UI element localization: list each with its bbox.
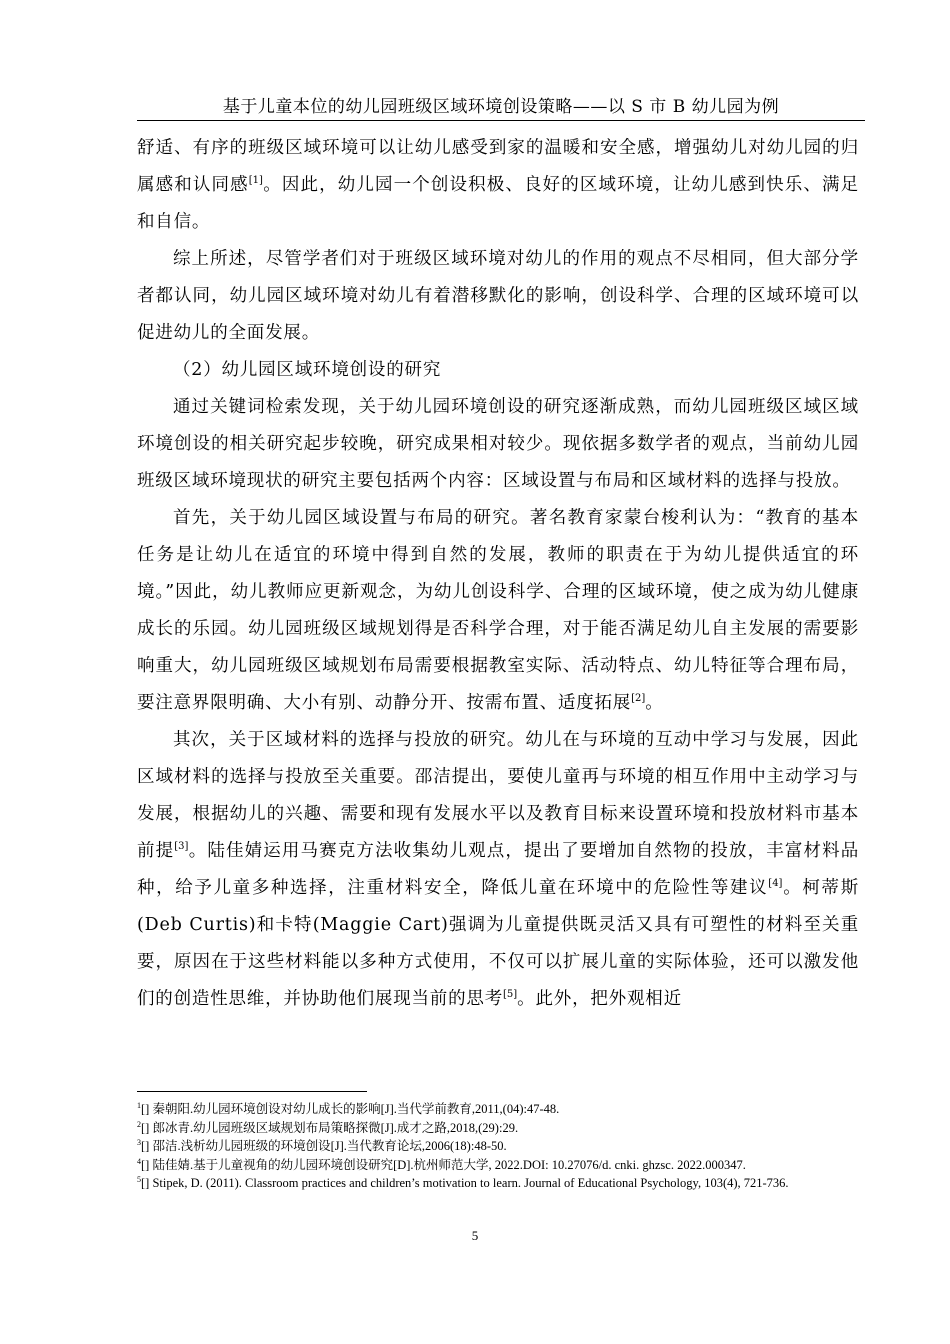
paragraph-text: 舒适、有序的班级区域环境可以让幼儿感受到家的温暖和安全感，增强幼儿对幼儿园的归属感和认同感 [137,138,859,195]
citation-ref-4: [4] [768,878,783,890]
paragraph-2: 综上所述，尽管学者们对于班级区域环境对幼儿的作用的观点不尽相同，但大部分学者都认同，幼儿园区域环境对幼儿有着潜移默化的影响，创设科学、合理的区域环境可以促进幼儿的全面发展。 [137,249,859,343]
paragraph-1 [137,130,859,241]
paragraph-5 [137,722,859,1018]
section-subheading: （2）幼儿园区域环境创设的研究 [173,360,442,380]
header-rule [137,120,865,121]
paragraph-text: 。 [645,693,664,713]
citation-ref-3: [3] [174,841,189,853]
footnote-number: 1 [137,1100,141,1110]
paragraph-3: 通过关键词检索发现，关于幼儿园环境创设的研究逐渐成熟，而幼儿园班级区域区域环境创设的相关研究起步较晚，研究成果相对较少。现依据多数学者的观点，当前幼儿园班级区域环境现状的研究主要包括两个内容：区域设置与布局和区域材料的选择与投放。 [137,397,859,491]
paragraph-text: 。陆佳婧运用马赛克方法收集幼儿观点，提出了要增加自然物的投放，丰富材料品种，给予儿童多种选择，注重材料安全，降低儿童在环境中的危险性等建议 [137,841,860,898]
footnote-3 [137,1137,865,1156]
footnote-text: [] 陆佳婧.基于儿童视角的幼儿园环境创设研究[D].杭州师范大学, 2022.DOI: 10.27076/d. cnki. ghzsc. 2022.000347. [141,1157,746,1172]
citation-ref-2: [2] [631,693,646,705]
running-header: 基于儿童本位的幼儿园班级区域环境创设策略——以 S 市 B 幼儿园为例 [222,97,780,117]
footnote-4 [137,1156,865,1175]
footnote-number: 2 [137,1119,141,1129]
footnote-text: [] Stipek, D. (2011). Classroom practices and children’s motivation to learn. Journal of Educational Psychology, 103(4), 721-736. [141,1176,789,1190]
paragraph-text: 首先，关于幼儿园区域设置与布局的研究。著名教育家蒙台梭利认为：“教育的基本任务是让幼儿在适宜的环境中得到自然的发展，教师的职责在于为幼儿提供适宜的环境。”因此，幼儿教师应更新观念，为幼儿创设科学、合理的区域环境，使之成为幼儿健康成长的乐园。幼儿园班级区域规划得是否科学合理，对于能否满足幼儿自主发展的需要影响重大，幼儿园班级区域规划布局需要根据教室实际、活动特点、幼儿特征等合理布局，要注意界限明确、大小有别、动静分开、按需布置、适度拓展 [137,508,859,713]
footnote-number: 5 [137,1174,141,1184]
footnote-2 [137,1119,865,1138]
paragraph-text: 。此外，把外观相近 [517,989,682,1009]
citation-ref-1: [1] [248,175,263,187]
citation-ref-5: [5] [503,989,518,1001]
body-text [137,130,859,1018]
page-number: 5 [471,1228,479,1243]
footnote-text: [] 秦朝阳.幼儿园环境创设对幼儿成长的影响[J].当代学前教育,2011,(04):47-48. [141,1102,560,1116]
footnote-separator [137,1091,367,1092]
paragraph-text: 其次，关于区域材料的选择与投放的研究。幼儿在与环境的互动中学习与发展，因此区域材料的选择与投放至关重要。邵洁提出，要使儿童再与环境的相互作用中主动学习与发展，根据幼儿的兴趣、需要和现有发展水平以及教育目标来设置环境和投放材料市基本前提 [137,730,859,861]
footnote-number: 4 [137,1156,141,1166]
footnote-text: [] 郎冰青.幼儿园班级区域规划布局策略探微[J].成才之路,2018,(29):29. [141,1120,519,1135]
paragraph-text: 。柯蒂斯(Deb Curtis)和卡特(Maggie Cart)强调为儿童提供既灵活又具有可塑性的材料至关重要，原因在于这些材料能以多种方式使用，不仅可以扩展儿童的实际体验，还可以激发他们的创造性思维，并协助他们展现当前的思考 [137,878,859,1009]
footnote-1 [137,1100,865,1119]
paragraph-4 [137,500,859,722]
footnote-number: 3 [137,1137,141,1147]
footnote-text: [] 邵洁.浅析幼儿园班级的环境创设[J].当代教育论坛,2006(18):48-50. [141,1139,507,1153]
footnote-5 [137,1174,865,1193]
paragraph-text: 。因此，幼儿园一个创设积极、良好的区域环境，让幼儿感到快乐、满足和自信。 [137,175,859,232]
footnotes [137,1100,865,1193]
